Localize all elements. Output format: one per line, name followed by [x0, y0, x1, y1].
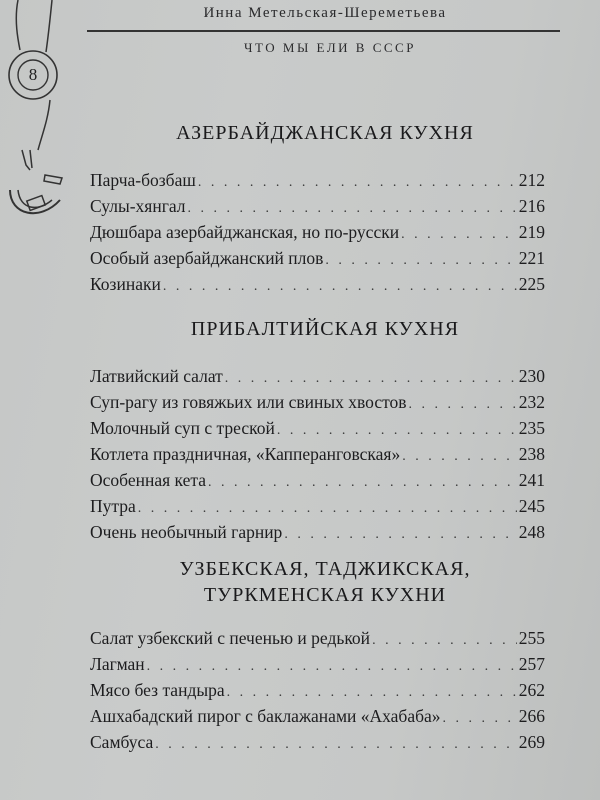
toc-entry-title: Лагман	[90, 654, 145, 674]
dot-leader	[138, 501, 517, 517]
toc-entry-title: Латвийский салат	[90, 366, 223, 386]
dot-leader	[163, 279, 517, 295]
toc-entry-title: Котлета праздничная, «Капперанговская»	[90, 444, 401, 464]
toc-entry-title: Особый азербайджанский плов	[90, 248, 324, 268]
page-number-badge: 8	[28, 65, 38, 84]
dot-leader	[208, 475, 517, 491]
toc-entry-title: Дюшбара азербайджанская, но по-русски	[90, 222, 400, 242]
toc-list	[90, 170, 545, 300]
toc-entry-title: Молочный суп с треской	[90, 418, 275, 438]
section-heading: ПРИБАЛТИЙСКАЯ КУХНЯ	[190, 318, 460, 340]
dot-leader	[401, 227, 517, 243]
toc-entry-page: 269	[518, 732, 545, 752]
dot-leader	[198, 175, 517, 191]
toc-entry-page: 230	[518, 366, 545, 386]
dot-leader	[155, 737, 517, 753]
toc-entry	[90, 496, 545, 522]
toc-entry-page: 255	[518, 628, 545, 648]
toc-entry-title: Очень необычный гарнир	[90, 522, 283, 542]
dot-leader	[225, 371, 517, 387]
toc-entry-page: 235	[518, 418, 545, 438]
dot-leader	[188, 201, 517, 217]
toc-entry-page: 216	[518, 196, 545, 216]
toc-entry	[90, 444, 545, 470]
toc-entry	[90, 732, 545, 758]
dot-leader	[409, 397, 517, 413]
section-heading-line-1: УЗБЕКСКАЯ, ТАДЖИКСКАЯ,	[179, 558, 471, 580]
running-header-book-title: ЧТО МЫ ЕЛИ В СССР	[244, 40, 416, 55]
toc-entry	[90, 654, 545, 680]
dot-leader	[372, 633, 517, 649]
toc-entry-page: 248	[518, 522, 545, 542]
toc-entry	[90, 274, 545, 300]
toc-entry-title: Ашхабадский пирог с баклажанами «Ахабаба»	[90, 706, 441, 726]
dot-leader	[147, 659, 517, 675]
toc-entry	[90, 366, 545, 392]
toc-entry	[90, 170, 545, 196]
toc-entry-title: Салат узбекский с печенью и редькой	[90, 628, 371, 648]
toc-entry-title: Суп-рагу из говяжьих или свиных хвостов	[90, 392, 407, 412]
toc-entry-page: 238	[518, 444, 545, 464]
toc-entry	[90, 222, 545, 248]
dot-leader	[325, 253, 516, 269]
toc-entry-title: Мясо без тандыра	[90, 680, 225, 700]
toc-entry-title: Особенная кета	[90, 470, 206, 490]
section-heading-line-2: ТУРКМЕНСКАЯ КУХНИ	[203, 584, 447, 606]
toc-entry-page: 241	[518, 470, 545, 490]
toc-entry-page: 245	[518, 496, 545, 516]
toc-entry	[90, 470, 545, 496]
toc-entry	[90, 418, 545, 444]
toc-entry-title: Парча-бозбаш	[90, 170, 196, 190]
toc-entry-page: 257	[518, 654, 545, 674]
toc-entry-page: 212	[518, 170, 545, 190]
header-rule	[87, 30, 560, 32]
toc-entry-page: 219	[518, 222, 545, 242]
toc-entry	[90, 680, 545, 706]
toc-entry	[90, 196, 545, 222]
toc-entry-page: 225	[518, 274, 545, 294]
section-heading: АЗЕРБАЙДЖАНСКАЯ КУХНЯ	[176, 122, 474, 144]
dot-leader	[284, 527, 516, 543]
toc-entry-title: Путра	[90, 496, 136, 516]
running-header-author: Инна Метельская-Шереметьева	[203, 5, 447, 21]
toc-entry-title: Козинаки	[90, 274, 161, 294]
toc-entry-page: 262	[518, 680, 545, 700]
dot-leader	[402, 449, 517, 465]
toc-entry	[90, 628, 545, 654]
toc-entry	[90, 392, 545, 418]
dot-leader	[277, 423, 517, 439]
toc-entry-title: Самбуса	[90, 732, 154, 752]
toc-entry	[90, 522, 545, 548]
toc-entry-page: 232	[518, 392, 545, 412]
toc-list	[90, 628, 545, 758]
toc-entry	[90, 706, 545, 732]
toc-list	[90, 366, 545, 548]
toc-entry	[90, 248, 545, 274]
toc-entry-title: Сулы-хянгал	[90, 196, 186, 216]
toc-entry-page: 221	[518, 248, 545, 268]
dot-leader	[443, 711, 517, 727]
dot-leader	[227, 685, 517, 701]
toc-entry-page: 266	[518, 706, 545, 726]
